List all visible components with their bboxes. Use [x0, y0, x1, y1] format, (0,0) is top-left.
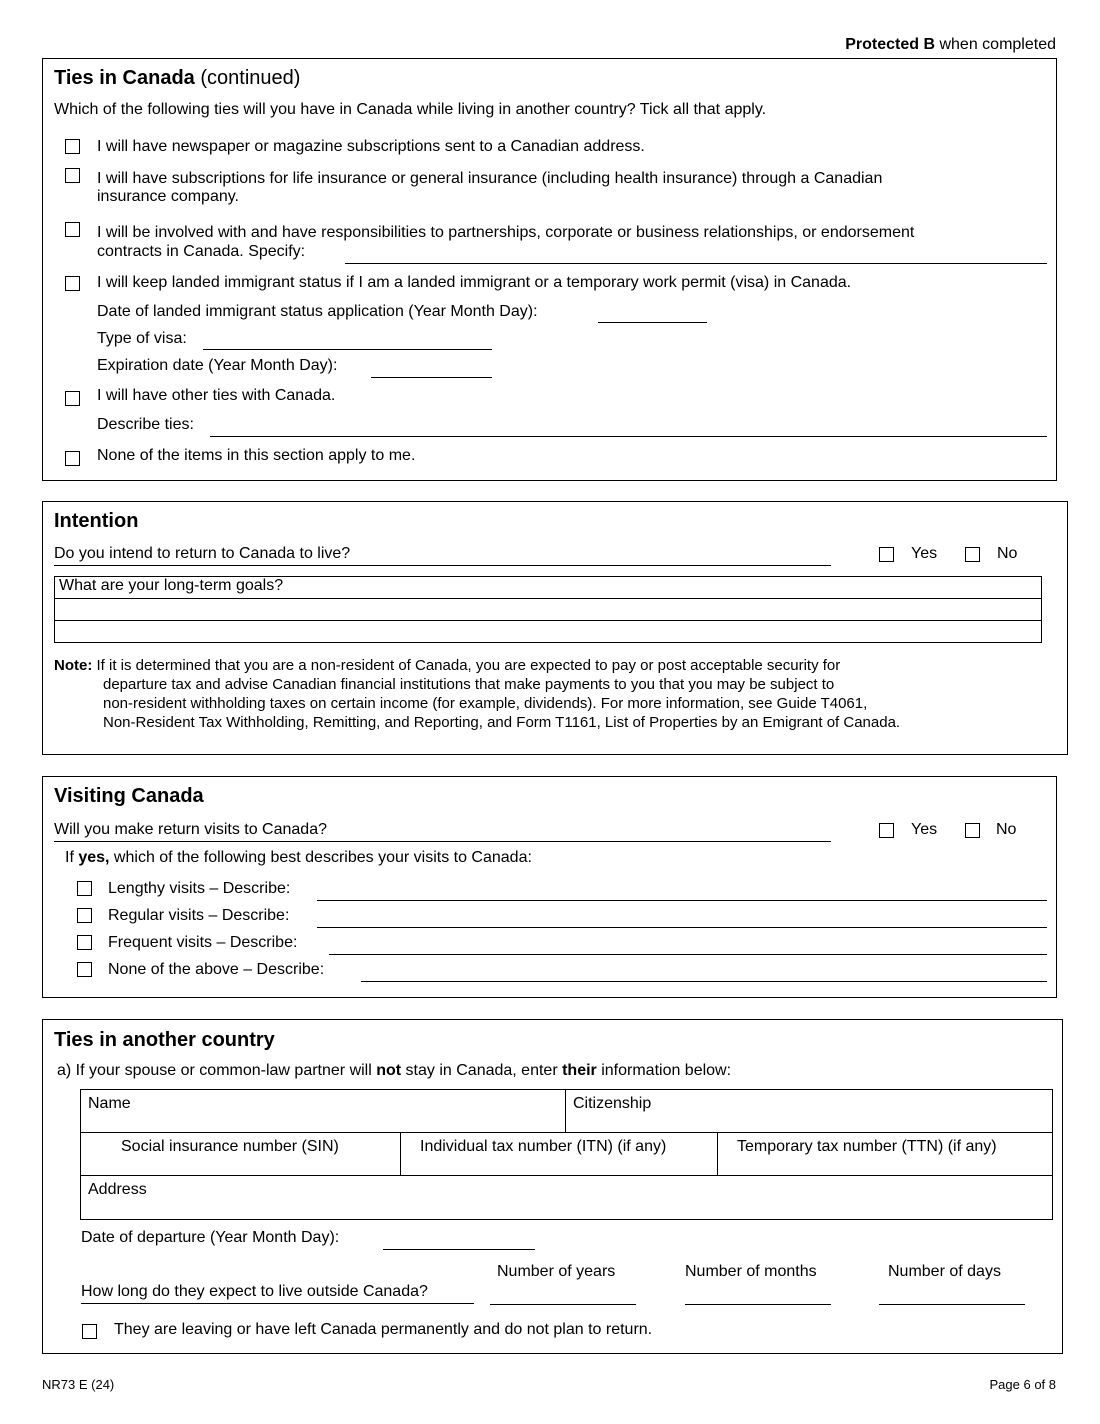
- ttn-label: Temporary tax number (TTN) (if any): [737, 1138, 997, 1155]
- visiting-if-yes: If yes, which of the following best describes your visits to Canada:: [65, 849, 532, 866]
- lengthy-visits-checkbox[interactable]: [77, 881, 92, 896]
- newspaper-label: I will have newspaper or magazine subscriptions sent to a Canadian address.: [97, 138, 645, 155]
- frequent-visits-checkbox[interactable]: [77, 935, 92, 950]
- name-label: Name: [88, 1095, 131, 1112]
- expiration-label: Expiration date (Year Month Day):: [97, 357, 338, 374]
- spouse-name-field[interactable]: [80, 1089, 566, 1133]
- address-label: Address: [88, 1181, 147, 1198]
- note-label: Note:: [54, 657, 93, 674]
- permanent-label: They are leaving or have left Canada permanently and do not plan to return.: [114, 1321, 653, 1338]
- other-ties-checkbox[interactable]: [65, 391, 80, 406]
- none-above-label: None of the above – Describe:: [108, 961, 325, 978]
- regular-visits-checkbox[interactable]: [77, 908, 92, 923]
- departure-label: Date of departure (Year Month Day):: [81, 1229, 340, 1246]
- spouse-address-field[interactable]: [80, 1175, 1053, 1220]
- ties-in-canada-title: Ties in Canada (continued): [54, 67, 301, 89]
- specify-field[interactable]: [345, 263, 1047, 264]
- days-label: Number of days: [888, 1263, 1001, 1280]
- months-field[interactable]: [685, 1304, 831, 1305]
- intention-yes-checkbox[interactable]: [879, 547, 894, 562]
- spouse-instruction: a) If your spouse or common-law partner will not stay in Canada, enter their information below:: [57, 1062, 732, 1079]
- intention-note: [54, 656, 900, 732]
- page-number: Page 6 of 8: [989, 1377, 1056, 1392]
- frequent-visits-label: Frequent visits – Describe:: [108, 934, 298, 951]
- protected-header: [845, 36, 1056, 54]
- business-label-cont: contracts in Canada. Specify:: [97, 243, 306, 260]
- visiting-question-underline: [54, 841, 831, 842]
- insurance-label-cont: insurance company.: [97, 188, 239, 205]
- note-line-2: departure tax and advise Canadian financial institutions that make payments to you that you may be subject to: [103, 676, 835, 693]
- note-line-1: If it is determined that you are a non-resident of Canada, you are expected to pay or post acceptable security for: [96, 657, 841, 674]
- visiting-question: Will you make return visits to Canada?: [54, 821, 327, 838]
- form-number: NR73 E (24): [42, 1377, 115, 1392]
- note-line-3: non-resident withholding taxes on certain income (for example, dividends). For more information, see Guide T4061,: [103, 695, 868, 712]
- permanent-checkbox[interactable]: [82, 1324, 97, 1339]
- insurance-label: I will have subscriptions for life insurance or general insurance (including health insurance) through a Canadian: [97, 170, 883, 187]
- expiration-field[interactable]: [371, 377, 492, 378]
- spouse-itn-field[interactable]: [400, 1132, 718, 1176]
- intention-yes-label: Yes: [911, 545, 938, 562]
- departure-field[interactable]: [383, 1249, 535, 1250]
- none-above-checkbox[interactable]: [77, 962, 92, 977]
- visiting-canada-title: Visiting Canada: [54, 785, 204, 807]
- visa-type-label: Type of visa:: [97, 330, 187, 347]
- goals-row-line-1: [54, 598, 1042, 599]
- other-ties-label: I will have other ties with Canada.: [97, 387, 336, 404]
- landed-status-checkbox[interactable]: [65, 276, 80, 291]
- when-completed-label: when completed: [935, 36, 1056, 53]
- newspaper-checkbox[interactable]: [65, 139, 80, 154]
- none-above-field[interactable]: [361, 981, 1047, 982]
- visiting-yes-checkbox[interactable]: [879, 823, 894, 838]
- spouse-sin-field[interactable]: [80, 1132, 401, 1176]
- intention-question: Do you intend to return to Canada to live?: [54, 545, 351, 562]
- regular-visits-field[interactable]: [317, 927, 1047, 928]
- landed-date-label: Date of landed immigrant status application (Year Month Day):: [97, 303, 538, 320]
- landed-status-label: I will keep landed immigrant status if I am a landed immigrant or a temporary work permit (visa) in Canada.: [97, 274, 852, 291]
- protected-label: Protected B: [845, 36, 936, 53]
- visiting-no-checkbox[interactable]: [965, 823, 980, 838]
- goals-row-line-2: [54, 620, 1042, 621]
- sin-label: Social insurance number (SIN): [121, 1138, 339, 1155]
- intention-no-checkbox[interactable]: [965, 547, 980, 562]
- ties-in-canada-section: [42, 58, 1057, 481]
- none-apply-checkbox[interactable]: [65, 451, 80, 466]
- days-field[interactable]: [879, 1304, 1025, 1305]
- frequent-visits-field[interactable]: [329, 954, 1047, 955]
- visa-type-field[interactable]: [203, 349, 492, 350]
- note-line-4: Non-Resident Tax Withholding, Remitting, and Reporting, and Form T1161, List of Properties by an Emigrant of Canada.: [103, 714, 901, 731]
- intention-question-underline: [54, 565, 831, 566]
- landed-date-field[interactable]: [598, 322, 707, 323]
- itn-label: Individual tax number (ITN) (if any): [420, 1138, 667, 1155]
- how-long-label: How long do they expect to live outside Canada?: [81, 1283, 428, 1300]
- spouse-ttn-field[interactable]: [717, 1132, 1053, 1176]
- describe-ties-field[interactable]: [210, 436, 1047, 437]
- visiting-yes-label: Yes: [911, 821, 938, 838]
- describe-ties-label: Describe ties:: [97, 416, 194, 433]
- business-checkbox[interactable]: [65, 222, 80, 237]
- intention-title: Intention: [54, 510, 139, 532]
- intention-no-label: No: [997, 545, 1018, 562]
- ties-question: Which of the following ties will you have in Canada while living in another country? Tick all that apply.: [54, 101, 767, 118]
- none-apply-label: None of the items in this section apply to me.: [97, 447, 416, 464]
- how-long-underline: [81, 1303, 474, 1304]
- months-label: Number of months: [685, 1263, 817, 1280]
- lengthy-visits-label: Lengthy visits – Describe:: [108, 880, 291, 897]
- another-country-title: Ties in another country: [54, 1029, 275, 1051]
- citizenship-label: Citizenship: [573, 1095, 652, 1112]
- years-label: Number of years: [497, 1263, 616, 1280]
- long-term-goals-label: What are your long-term goals?: [59, 577, 284, 594]
- regular-visits-label: Regular visits – Describe:: [108, 907, 290, 924]
- visiting-no-label: No: [996, 821, 1017, 838]
- lengthy-visits-field[interactable]: [317, 900, 1047, 901]
- business-label: I will be involved with and have responsibilities to partnerships, corporate or business relationships, or endorsement: [97, 224, 915, 241]
- spouse-citizenship-field[interactable]: [565, 1089, 1053, 1133]
- years-field[interactable]: [490, 1304, 636, 1305]
- insurance-checkbox[interactable]: [65, 168, 80, 183]
